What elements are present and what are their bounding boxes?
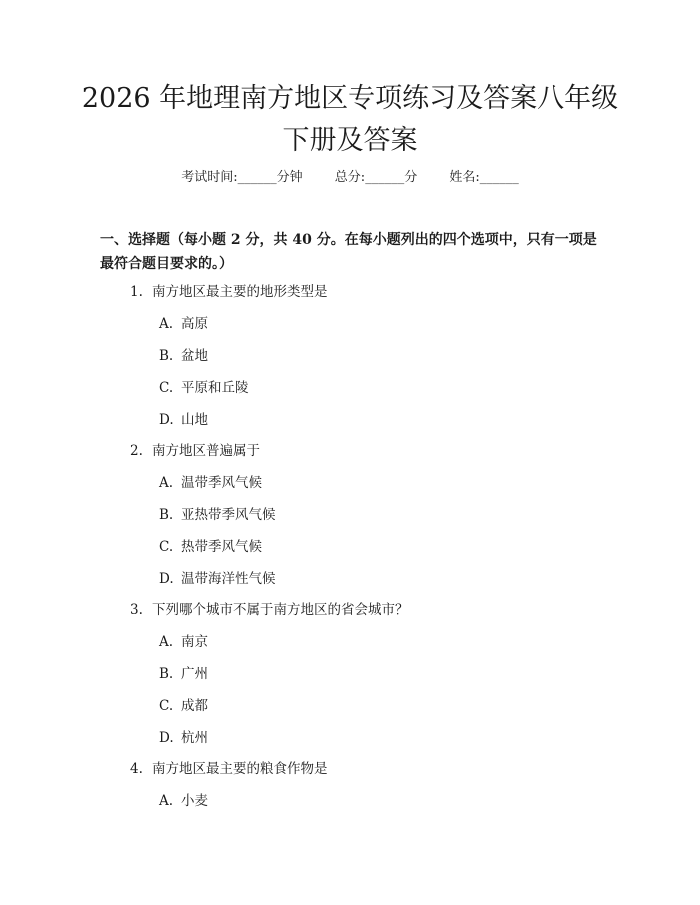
question-3-option-b xyxy=(159,664,208,684)
exam-time-unit: 分钟 xyxy=(276,170,303,185)
total-score-unit: 分 xyxy=(404,170,418,185)
option-letter: C. xyxy=(159,539,174,555)
question-2 xyxy=(130,441,260,461)
document-title-line-1: 2026 年地理南方地区专项练习及答案八年级 xyxy=(81,83,619,114)
option-text: 小麦 xyxy=(181,793,208,809)
option-text: 温带海洋性气候 xyxy=(181,571,276,587)
option-text: 盆地 xyxy=(181,348,208,364)
question-3 xyxy=(130,600,409,620)
question-1-option-a xyxy=(159,314,208,334)
option-text: 亚热带季风气候 xyxy=(181,507,276,523)
exam-info-line xyxy=(0,168,700,188)
question-text: 南方地区最主要的粮食作物是 xyxy=(152,761,328,777)
option-letter: D. xyxy=(159,571,174,587)
option-text: 广州 xyxy=(181,666,208,682)
question-1-option-d xyxy=(159,410,208,430)
question-number: 2. xyxy=(130,443,143,459)
question-3-option-d xyxy=(159,728,208,748)
exam-time-field xyxy=(181,170,302,185)
option-text: 山地 xyxy=(181,412,208,428)
question-1 xyxy=(130,282,328,302)
question-text: 南方地区普遍属于 xyxy=(152,443,260,459)
question-4-option-a xyxy=(159,791,208,811)
option-letter: B. xyxy=(159,507,174,523)
option-letter: A. xyxy=(159,475,174,491)
question-text: 下列哪个城市不属于南方地区的省会城市？ xyxy=(152,602,409,618)
total-score-label: 总分: xyxy=(334,170,366,185)
option-letter: D. xyxy=(159,730,174,746)
question-2-option-a xyxy=(159,473,262,493)
question-2-option-d xyxy=(159,569,276,589)
option-letter: C. xyxy=(159,380,174,396)
option-text: 热带季风气候 xyxy=(181,539,262,555)
option-text: 温带季风气候 xyxy=(181,475,262,491)
option-letter: C. xyxy=(159,698,174,714)
question-2-option-b xyxy=(159,505,276,525)
question-3-option-c xyxy=(159,696,208,716)
option-text: 成都 xyxy=(181,698,208,714)
section-heading: 一、选择题（每小题 2 分，共 40 分。在每小题列出的四个选项中，只有一项是最符合题目要求的。） xyxy=(100,232,597,272)
option-text: 杭州 xyxy=(181,730,208,746)
exam-time-blank: ______ xyxy=(237,170,277,185)
question-3-option-a xyxy=(159,632,208,652)
option-text: 南京 xyxy=(181,634,208,650)
student-name-field xyxy=(449,170,518,185)
option-text: 平原和丘陵 xyxy=(181,380,249,396)
option-letter: D. xyxy=(159,412,174,428)
question-1-option-b xyxy=(159,346,208,366)
option-letter: A. xyxy=(159,793,174,809)
document-title xyxy=(60,78,640,162)
question-text: 南方地区最主要的地形类型是 xyxy=(152,284,328,300)
question-number: 3. xyxy=(130,602,143,618)
student-name-label: 姓名: xyxy=(449,170,480,185)
option-letter: A. xyxy=(159,316,174,332)
option-text: 高原 xyxy=(181,316,208,332)
question-number: 1. xyxy=(130,284,143,300)
question-2-option-c xyxy=(159,537,262,557)
question-4 xyxy=(130,759,328,779)
option-letter: A. xyxy=(159,634,174,650)
exam-time-label: 考试时间: xyxy=(181,170,238,185)
document-title-line-2: 下册及答案 xyxy=(282,125,418,156)
option-letter: B. xyxy=(159,348,174,364)
question-number: 4. xyxy=(130,761,143,777)
question-1-option-c xyxy=(159,378,249,398)
total-score-field xyxy=(335,170,417,185)
total-score-blank: ______ xyxy=(365,170,405,185)
option-letter: B. xyxy=(159,666,174,682)
student-name-blank: ______ xyxy=(479,170,519,185)
